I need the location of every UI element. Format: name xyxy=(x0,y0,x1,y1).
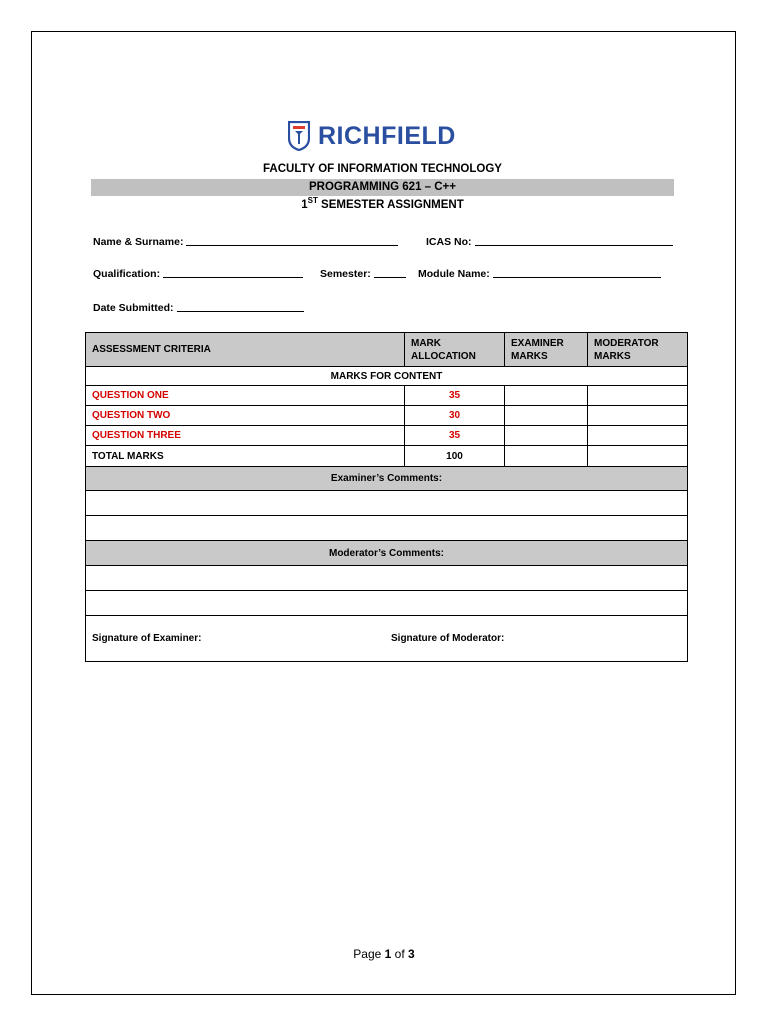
icas-blank[interactable] xyxy=(475,235,673,246)
question-label: QUESTION TWO xyxy=(86,406,405,426)
examiner-signature-label: Signature of Examiner: xyxy=(92,633,202,644)
module-name-label: Module Name: xyxy=(418,268,490,280)
assignment-number: 1 xyxy=(301,199,308,211)
moderator-mark-cell[interactable] xyxy=(588,386,688,406)
qualification-label: Qualification: xyxy=(93,268,161,280)
examiner-comments-header-row xyxy=(86,467,688,491)
icas-label: ICAS No: xyxy=(426,236,472,248)
date-blank[interactable] xyxy=(177,301,304,312)
assessment-table xyxy=(85,332,688,662)
examiner-mark-cell[interactable] xyxy=(505,426,588,446)
qualification-field xyxy=(93,267,303,280)
table-row xyxy=(86,426,688,446)
examiner-comments-header: Examiner’s Comments: xyxy=(86,467,688,491)
section-row xyxy=(86,367,688,386)
module-title: PROGRAMMING 621 – C++ xyxy=(91,179,674,196)
name-label: Name & Surname: xyxy=(93,236,184,248)
module-name-field xyxy=(418,267,661,280)
moderator-comments-header: Moderator’s Comments: xyxy=(86,541,688,566)
examiner-marks-header: EXAMINER MARKS xyxy=(505,333,588,367)
moderator-mark-cell[interactable] xyxy=(588,406,688,426)
shield-torch-icon xyxy=(288,121,310,151)
assignment-text: SEMESTER ASSIGNMENT xyxy=(317,199,464,211)
question-mark: 35 xyxy=(405,426,505,446)
criteria-header: ASSESSMENT CRITERIA xyxy=(86,333,405,367)
moderator-marks-header: MODERATOR MARKS xyxy=(588,333,688,367)
question-mark: 35 xyxy=(405,386,505,406)
examiner-mark-cell[interactable] xyxy=(505,386,588,406)
mark-allocation-header: MARK ALLOCATION xyxy=(405,333,505,367)
date-field xyxy=(93,301,304,314)
page-of: of xyxy=(391,947,409,961)
examiner-mark-cell[interactable] xyxy=(505,406,588,426)
semester-blank[interactable] xyxy=(374,267,406,278)
moderator-signature-label: Signature of Moderator: xyxy=(391,633,505,644)
module-name-blank[interactable] xyxy=(493,267,661,278)
table-row xyxy=(86,386,688,406)
total-label: TOTAL MARKS xyxy=(86,446,405,467)
richfield-logo xyxy=(288,120,456,152)
icas-field xyxy=(426,235,673,248)
semester-field xyxy=(320,267,406,280)
question-label: QUESTION THREE xyxy=(86,426,405,446)
moderator-mark-cell[interactable] xyxy=(588,426,688,446)
brand-name: RICHFIELD xyxy=(318,121,456,150)
question-label: QUESTION ONE xyxy=(86,386,405,406)
total-mark: 100 xyxy=(405,446,505,467)
total-row xyxy=(86,446,688,467)
moderator-comment-line[interactable] xyxy=(86,591,688,616)
page-number: 1 xyxy=(384,947,392,961)
qualification-blank[interactable] xyxy=(163,267,303,278)
examiner-total-cell[interactable] xyxy=(505,446,588,467)
faculty-title: FACULTY OF INFORMATION TECHNOLOGY xyxy=(263,163,502,175)
page-total: 3 xyxy=(408,947,415,961)
question-mark: 30 xyxy=(405,406,505,426)
page-prefix: Page xyxy=(353,947,385,961)
page-footer xyxy=(0,947,768,961)
assignment-title xyxy=(91,197,674,214)
name-field xyxy=(93,235,398,248)
date-label: Date Submitted: xyxy=(93,302,174,314)
moderator-comments-header-row xyxy=(86,541,688,566)
section-title: MARKS FOR CONTENT xyxy=(86,367,688,386)
assignment-ordinal: ST xyxy=(307,196,318,205)
moderator-comment-line[interactable] xyxy=(86,566,688,591)
moderator-total-cell[interactable] xyxy=(588,446,688,467)
signature-row xyxy=(86,616,688,662)
semester-label: Semester: xyxy=(320,268,371,280)
signature-cell[interactable] xyxy=(86,616,688,662)
examiner-comment-line[interactable] xyxy=(86,516,688,541)
table-header-row xyxy=(86,333,688,367)
examiner-comment-line[interactable] xyxy=(86,491,688,516)
table-row xyxy=(86,406,688,426)
name-blank[interactable] xyxy=(186,235,398,246)
